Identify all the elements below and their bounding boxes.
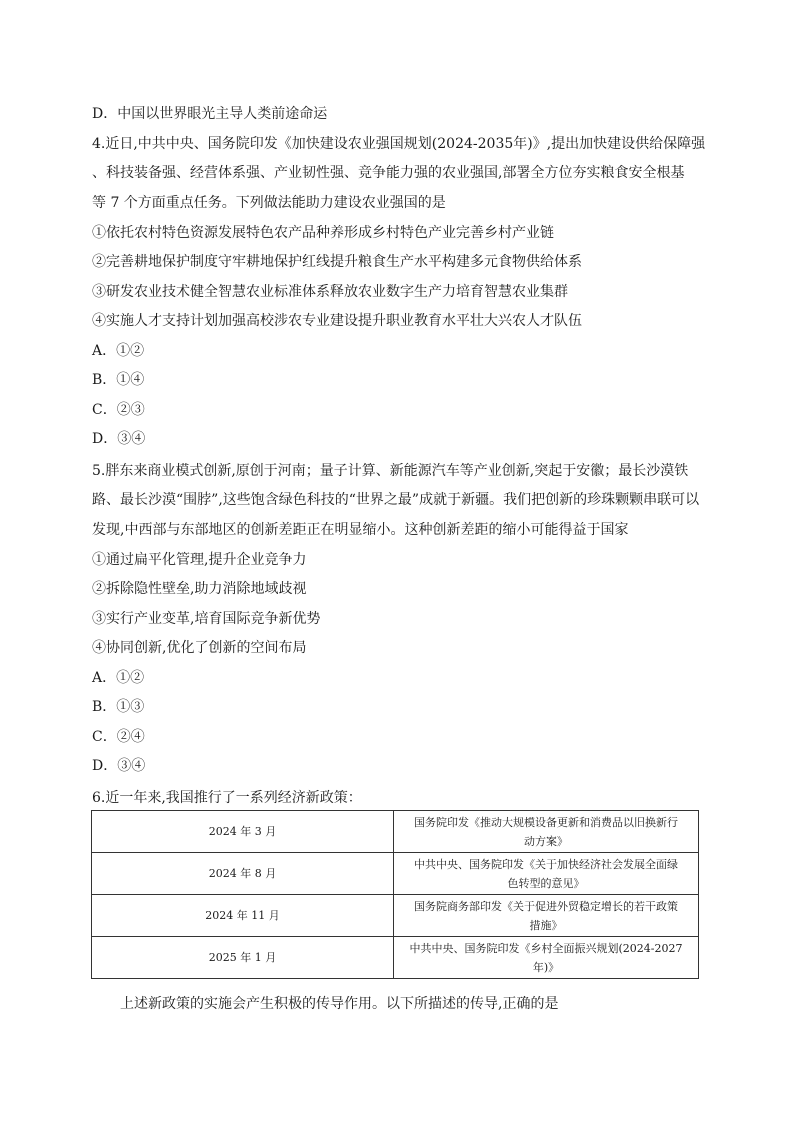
policy-document	[394, 853, 699, 895]
policy-date: 2024 年 8 月	[92, 853, 394, 895]
q4-stem-line-3: 等 7 个方面重点任务。下列做法能助力建设农业强国的是	[92, 195, 446, 211]
policy-document-line-2: 措施》	[529, 918, 563, 932]
policy-document	[394, 811, 699, 853]
q5-stem-line-3: 发现,中西部与东部地区的创新差距正在明显缩小。这种创新差距的缩小可能得益于国家	[92, 522, 629, 538]
q4-option-d[interactable]: D．③④	[92, 431, 146, 447]
q6-stem: 6.近一年来,我国推行了一系列经济新政策：	[92, 790, 362, 806]
policy-document-line-2: 年)》	[532, 960, 560, 974]
table-row	[92, 853, 699, 895]
table-row	[92, 811, 699, 853]
q4-stem-line-2: 、科技装备强、经营体系强、产业韧性强、竞争能力强的农业强国,部署全方位夯实粮食安全根基	[92, 165, 685, 181]
policy-document-line-2: 动方案》	[524, 834, 568, 848]
policy-date: 2024 年 11 月	[92, 895, 394, 937]
q5-statement-4: ④协同创新,优化了创新的空间布局	[92, 640, 307, 656]
table-row	[92, 895, 699, 937]
q4-stem-line-1: 4.近日,中共中央、国务院印发《加快建设农业强国规划(2024-2035年)》,提出加快建设供给保障强	[92, 136, 706, 152]
q5-option-c[interactable]: C．②④	[92, 729, 145, 745]
q4-statement-1: ①依托农村特色资源发展特色农产品种养形成乡村特色产业完善乡村产业链	[92, 225, 554, 241]
q6-followup: 上述新政策的实施会产生积极的传导作用。以下所描述的传导,正确的是	[120, 996, 559, 1012]
policy-date: 2025 年 1 月	[92, 937, 394, 979]
policy-document-line-1: 中共中央、国务院印发《关于加快经济社会发展全面绿	[414, 857, 678, 871]
q5-stem-line-2: 路、最长沙漠“围脖”,这些饱含绿色科技的“世界之最”成就于新疆。我们把创新的珍珠颗颗串联可以	[92, 492, 700, 508]
q4-option-a[interactable]: A．①②	[92, 343, 145, 359]
policy-document	[394, 895, 699, 937]
q4-statement-2: ②完善耕地保护制度守牢耕地保护红线提升粮食生产水平构建多元食物供给体系	[92, 254, 582, 270]
q5-option-a[interactable]: A．①②	[92, 670, 145, 686]
q5-option-b[interactable]: B．①③	[92, 699, 145, 715]
table-row	[92, 937, 699, 979]
q5-stem-line-1: 5.胖东来商业模式创新,原创于河南；量子计算、新能源汽车等产业创新,突起于安徽；最长沙漠铁	[92, 463, 689, 479]
policy-document-line-1: 国务院印发《推动大规模设备更新和消费品以旧换新行	[414, 815, 678, 829]
q4-statement-3: ③研发农业技术健全智慧农业标准体系释放农业数字生产力培育智慧农业集群	[92, 284, 568, 300]
policy-document-line-2: 色转型的意见》	[507, 876, 585, 890]
policy-table	[91, 810, 699, 979]
prev-option-d: D．中国以世界眼光主导人类前途命运	[92, 106, 328, 122]
q4-option-c[interactable]: C．②③	[92, 402, 145, 418]
q4-option-b[interactable]: B．①④	[92, 372, 145, 388]
q5-statement-3: ③实行产业变革,培育国际竞争新优势	[92, 611, 321, 627]
q5-statement-1: ①通过扁平化管理,提升企业竞争力	[92, 552, 307, 568]
q5-statement-2: ②拆除隐性壁垒,助力消除地域歧视	[92, 581, 307, 597]
policy-document-line-1: 中共中央、国务院印发《乡村全面振兴规划(2024-2027	[409, 941, 683, 955]
policy-document	[394, 937, 699, 979]
policy-date: 2024 年 3 月	[92, 811, 394, 853]
policy-document-line-1: 国务院商务部印发《关于促进外贸稳定增长的若干政策	[414, 899, 678, 913]
q4-statement-4: ④实施人才支持计划加强高校涉农专业建设提升职业教育水平壮大兴农人才队伍	[92, 313, 582, 329]
q5-option-d[interactable]: D．③④	[92, 758, 146, 774]
